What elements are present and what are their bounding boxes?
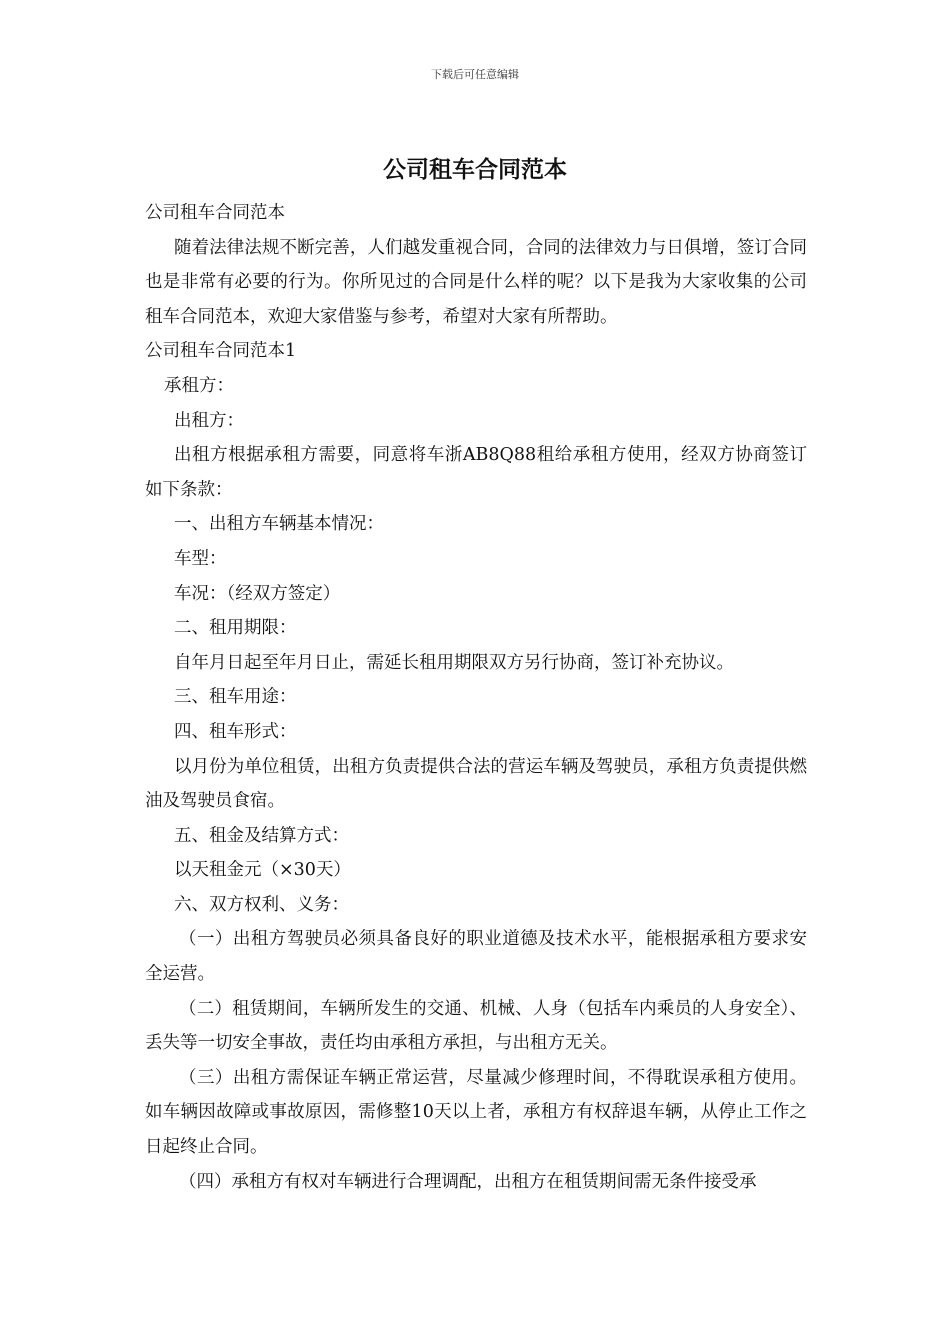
lessor-line: 出租方： [174, 410, 244, 431]
obligation-2-paragraph: （二）租赁期间，车辆所发生的交通、机械、人身（包括车内乘员的人身安全）、丢失等一切安全事故，责任均由承租方承担，与出租方无关。 [145, 998, 807, 1054]
intro-paragraph: 随着法律法规不断完善，人们越发重视合同，合同的法律效力与日俱增，签订合同也是非常有必要的行为。你所见过的合同是什么样的呢？以下是我为大家收集的公司租车合同范本，欢迎大家借鉴与参考，希望对大家有所帮助。 [145, 237, 807, 327]
rent-amount-line: 以天租金元（×30天） [174, 860, 351, 881]
vehicle-model-line: 车型： [174, 548, 227, 569]
header-note: 下载后可任意编辑 [431, 68, 519, 81]
vehicle-condition-line: 车况：（经双方签定） [174, 583, 341, 604]
clause-heading-2: 二、租用期限： [174, 618, 297, 639]
clause-heading-6: 六、双方权利、义务： [174, 894, 349, 915]
contract-heading: 公司租车合同范本1 [145, 341, 297, 362]
lessee-line: 承租方： [164, 375, 234, 396]
obligation-4-paragraph: （四）承租方有权对车辆进行合理调配，出租方在租赁期间需无条件接受承 [179, 1171, 757, 1192]
preamble-paragraph: 出租方根据承租方需要，同意将车浙AB8Q88租给承租方使用，经双方协商签订如下条款： [145, 445, 807, 500]
obligation-3-paragraph: （三）出租方需保证车辆正常运营，尽量减少修理时间，不得耽误承租方使用。如车辆因故障或事故原因，需修整10天以上者，承租方有权辞退车辆，从停止工作之日起终止合同。 [145, 1067, 807, 1158]
rental-period-paragraph: 自年月日起至年月日止，需延长租用期限双方另行协商，签订补充协议。 [174, 652, 734, 673]
rental-form-paragraph: 以月份为单位租赁，出租方负责提供合法的营运车辆及驾驶员，承租方负责提供燃油及驾驶员食宿。 [145, 756, 807, 812]
clause-heading-3: 三、租车用途： [174, 687, 297, 708]
subtitle-paragraph: 公司租车合同范本 [145, 203, 285, 223]
document-title: 公司租车合同范本 [383, 157, 567, 183]
clause-heading-4: 四、租车形式： [174, 721, 297, 742]
clause-heading-1: 一、出租方车辆基本情况： [174, 514, 384, 535]
clause-heading-5: 五、租金及结算方式： [174, 825, 349, 846]
obligation-1-paragraph: （一）出租方驾驶员必须具备良好的职业道德及技术水平，能根据承租方要求安全运营。 [145, 929, 807, 985]
document-body [145, 196, 807, 1199]
